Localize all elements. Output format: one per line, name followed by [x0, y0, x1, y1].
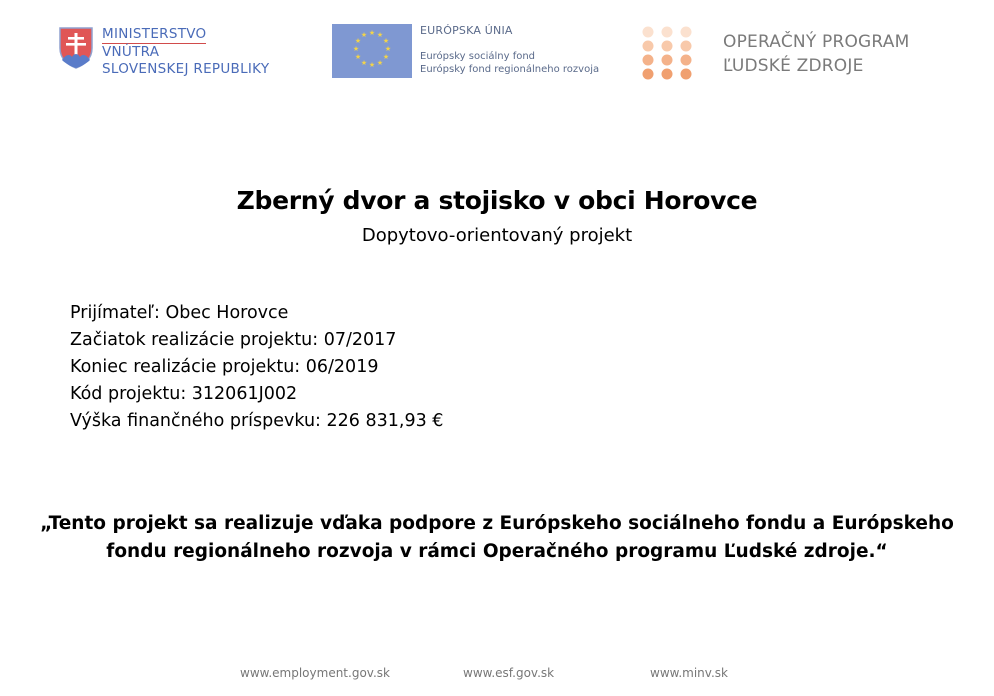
op-line1: OPERAČNÝ PROGRAM: [723, 32, 910, 52]
svg-text:★: ★: [384, 45, 392, 53]
project-subtitle: Dopytovo-orientovaný projekt: [361, 225, 633, 246]
svg-text:★: ★: [376, 59, 384, 67]
footer-link-employment[interactable]: www.employment.gov.sk: [240, 666, 390, 680]
svg-text:★: ★: [354, 53, 362, 61]
op-logo: [641, 26, 909, 80]
funding-statement-line1: „Tento projekt sa realizuje vďaka podpore z Európskeho sociálneho fondu a Európskeho: [40, 513, 954, 534]
eu-fund-social: Európsky sociálny fond: [420, 51, 536, 62]
funding-statement-line2: fondu regionálneho rozvoja v rámci Operačného programu Ľudské zdroje.“: [106, 541, 888, 562]
svg-text:★: ★: [376, 31, 384, 39]
svg-text:★: ★: [368, 61, 376, 69]
svg-text:★: ★: [382, 53, 390, 61]
eu-fund-regional: Európsky fond regionálneho rozvoja: [420, 64, 600, 75]
svg-text:★: ★: [368, 29, 376, 37]
slovak-coat-of-arms-icon: [58, 26, 94, 70]
svg-text:★: ★: [360, 31, 368, 39]
detail-end: Koniec realizácie projektu: 06/2019: [70, 357, 379, 377]
project-details: [70, 300, 443, 435]
funding-statement: [0, 510, 994, 566]
op-dots-icon: [641, 26, 697, 80]
svg-text:★: ★: [382, 37, 390, 45]
svg-text:★: ★: [354, 37, 362, 45]
detail-recipient: Prijímateľ: Obec Horovce: [70, 303, 289, 323]
eu-logo: [332, 24, 599, 78]
project-title: Zberný dvor a stojisko v obci Horovce: [236, 186, 758, 215]
eu-text: [420, 24, 599, 76]
eu-title: EURÓPSKA ÚNIA: [420, 24, 513, 37]
op-name: [723, 30, 909, 78]
footer-link-esf[interactable]: www.esf.gov.sk: [463, 666, 555, 680]
ministry-line2: VNÚTRA: [102, 44, 160, 60]
detail-amount: Výška finančného príspevku: 226 831,93 €: [70, 411, 444, 431]
eu-flag-icon: [332, 24, 412, 78]
footer-link-minv[interactable]: www.minv.sk: [650, 666, 728, 680]
ministry-line1: MINISTERSTVO: [102, 26, 207, 42]
detail-code: Kód projektu: 312061J002: [70, 384, 298, 404]
svg-text:★: ★: [352, 45, 360, 53]
op-line2: ĽUDSKÉ ZDROJE: [723, 56, 864, 76]
ministry-name: [102, 26, 269, 78]
ministry-logo: [58, 26, 269, 78]
ministry-line3: SLOVENSKEJ REPUBLIKY: [102, 61, 270, 77]
svg-text:★: ★: [360, 59, 368, 67]
detail-start: Začiatok realizácie projektu: 07/2017: [70, 330, 397, 350]
